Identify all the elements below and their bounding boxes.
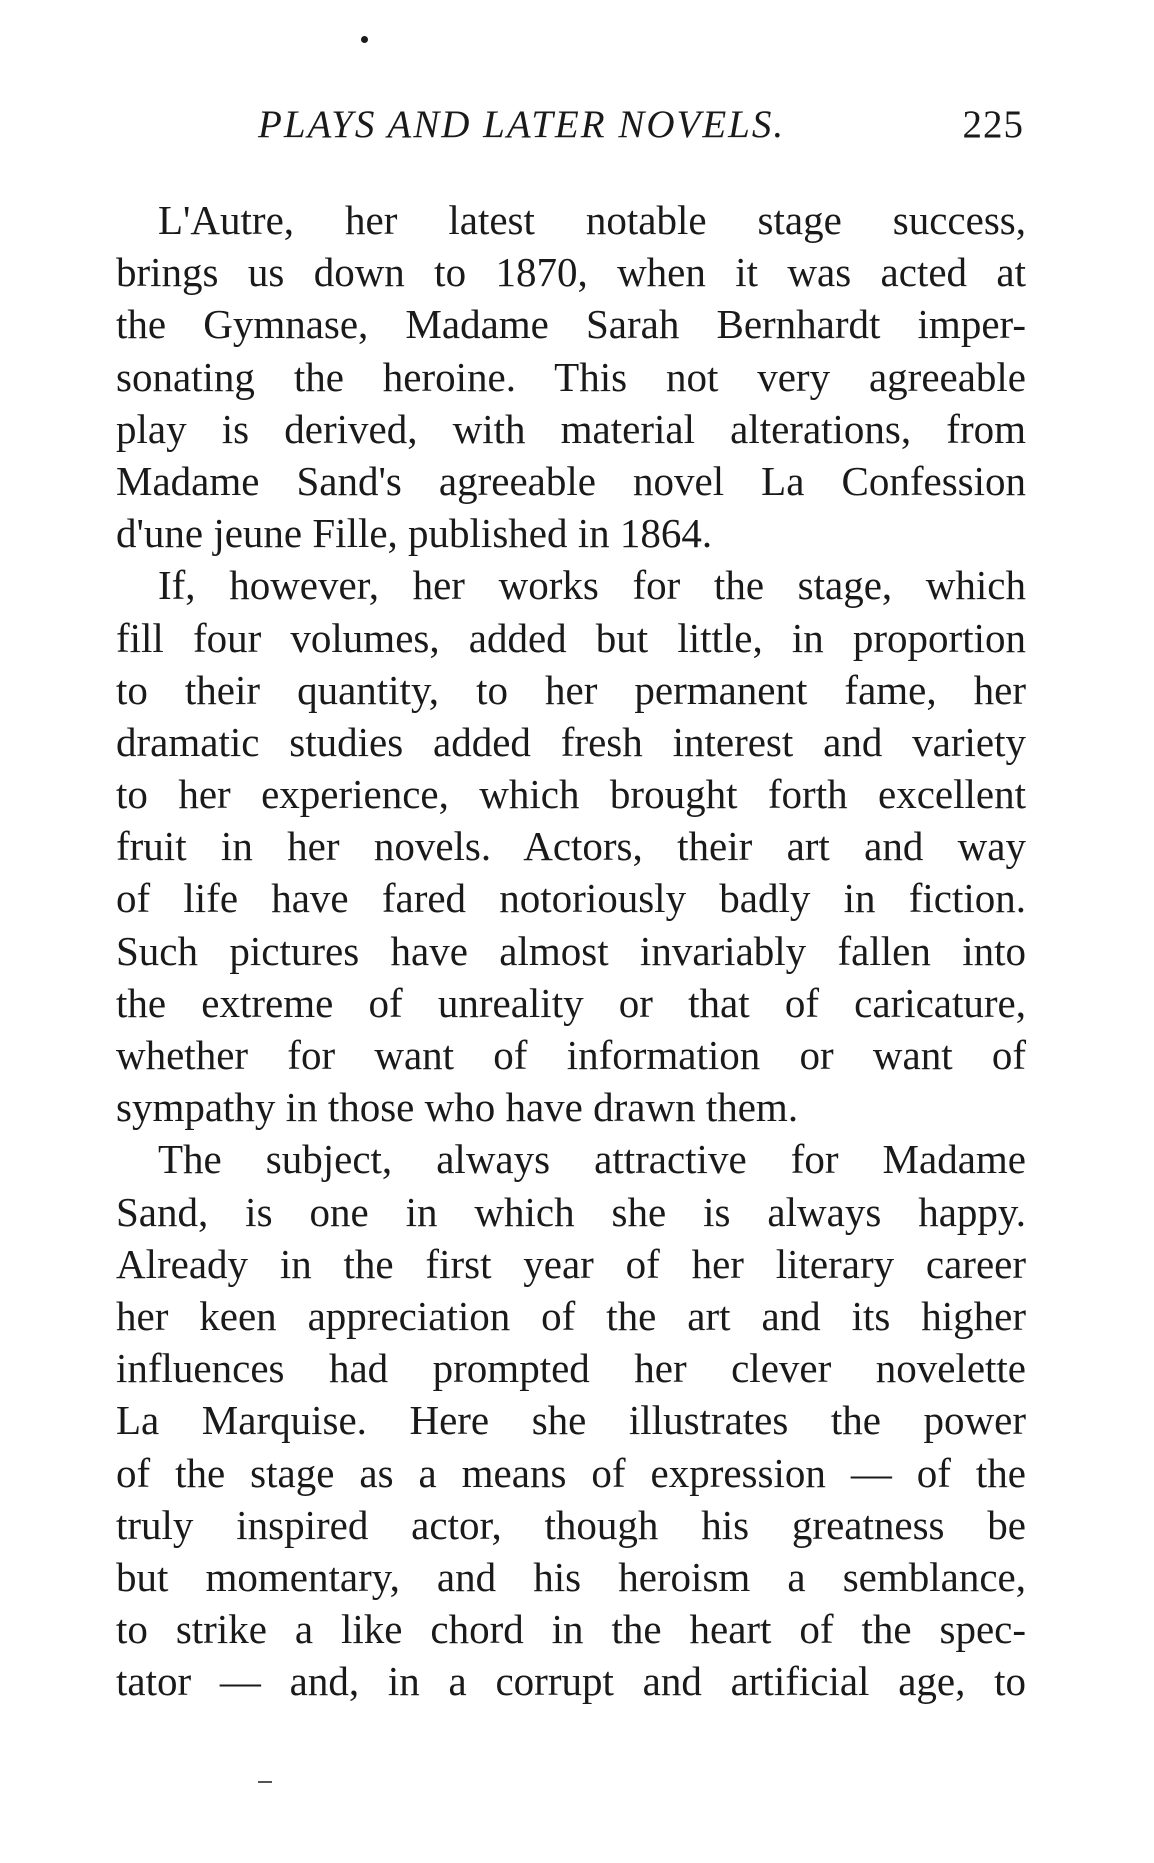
- text-line: influences had prompted her clever novelette: [116, 1345, 1026, 1392]
- text-line: fill four volumes, added but little, in proportion: [116, 614, 1026, 661]
- text-line: fruit in her novels. Actors, their art and way: [116, 823, 1026, 870]
- text-line: of life have fared notoriously badly in fiction.: [116, 875, 1026, 922]
- text-line: play is derived, with material alterations, from: [116, 405, 1026, 452]
- text-line: the extreme of unreality or that of caricature,: [116, 979, 1026, 1026]
- text-line: The subject, always attractive for Madame: [158, 1136, 1026, 1183]
- text-line: tator — and, in a corrupt and artificial age, to: [116, 1658, 1026, 1705]
- text-line: dramatic studies added fresh interest and variety: [116, 718, 1026, 765]
- text-line: La Marquise. Here she illustrates the power: [116, 1397, 1026, 1444]
- text-line: Madame Sand's agreeable novel La Confession: [116, 457, 1026, 504]
- body-text: [116, 194, 1026, 1707]
- page-number: 225: [962, 103, 1024, 146]
- text-line: Such pictures have almost invariably fallen into: [116, 927, 1026, 974]
- print-dot: [361, 36, 368, 43]
- text-line: to their quantity, to her permanent fame, her: [116, 666, 1026, 713]
- text-line: Already in the first year of her literary career: [116, 1240, 1026, 1287]
- text-line: whether for want of information or want of: [116, 1032, 1026, 1078]
- text-line: Sand, is one in which she is always happy.: [116, 1188, 1026, 1235]
- text-line: If, however, her works for the stage, which: [158, 562, 1026, 609]
- text-line: truly inspired actor, though his greatness be: [116, 1501, 1026, 1548]
- text-line: d'une jeune Fille, published in 1864.: [116, 510, 713, 557]
- text-line: to strike a like chord in the heart of the spec-: [116, 1606, 1026, 1653]
- text-line: but momentary, and his heroism a semblance,: [116, 1553, 1026, 1600]
- print-mark: [258, 1781, 272, 1783]
- text-line: L'Autre, her latest notable stage success,: [158, 197, 1026, 243]
- text-line: sonating the heroine. This not very agreeable: [116, 353, 1026, 400]
- running-title: PLAYS AND LATER NOVELS.: [258, 103, 786, 146]
- text-line: sympathy in those who have drawn them.: [116, 1084, 799, 1131]
- text-line: to her experience, which brought forth excellent: [116, 771, 1026, 818]
- text-line: the Gymnase, Madame Sarah Bernhardt imper-: [116, 301, 1026, 348]
- text-line: of the stage as a means of expression — of the: [116, 1449, 1026, 1496]
- text-line: brings us down to 1870, when it was acted at: [116, 249, 1026, 296]
- text-line: her keen appreciation of the art and its higher: [116, 1292, 1026, 1339]
- running-head: [116, 100, 1024, 150]
